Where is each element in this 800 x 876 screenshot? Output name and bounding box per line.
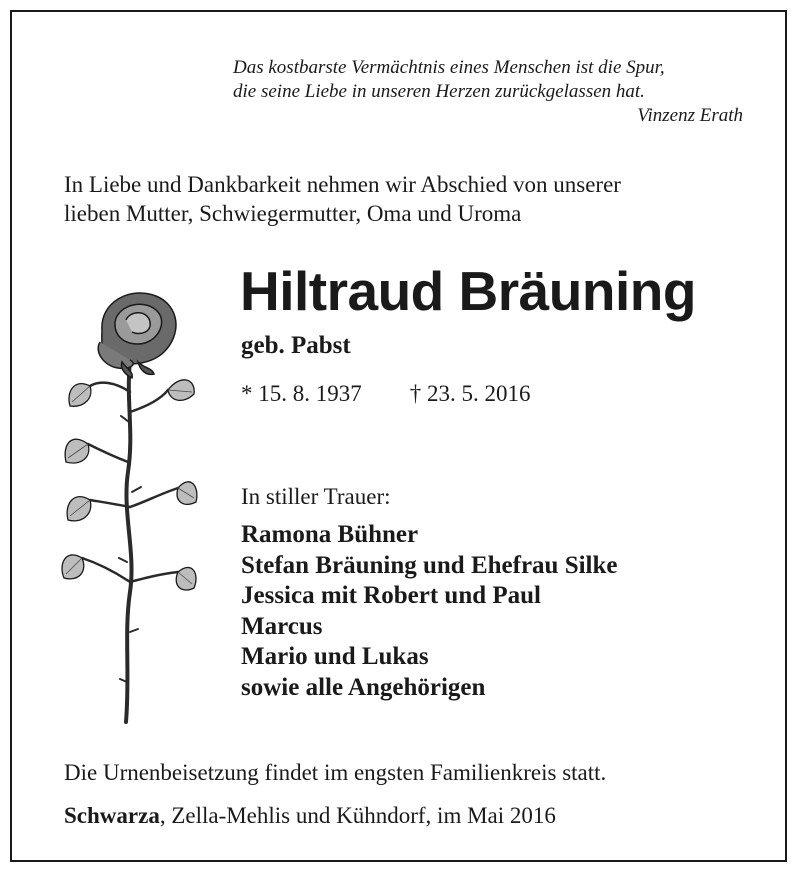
mourner-name: Marcus (241, 612, 323, 640)
place-rest: , Zella-Mehlis und Kühndorf, im Mai 2016 (159, 803, 556, 828)
birth-name: geb. Pabst (241, 332, 351, 359)
deceased-name: Hiltraud Bräuning (240, 260, 696, 322)
memorial-quote (183, 56, 743, 128)
quote-author: Vinzenz Erath (637, 105, 743, 126)
quote-line-2: die seine Liebe in unseren Herzen zurückgelassen hat. (233, 81, 645, 102)
intro-line-2: lieben Mutter, Schwiegermutter, Oma und Uroma (64, 201, 522, 226)
intro-text (64, 170, 764, 228)
rose-icon (60, 282, 200, 732)
obituary-frame (10, 10, 787, 862)
birth-date: * 15. 8. 1937 (241, 381, 362, 406)
place-town: Schwarza (64, 803, 160, 828)
death-date: † 23. 5. 2016 (409, 381, 531, 406)
mourner-name: Ramona Bühner (241, 521, 419, 548)
life-dates (241, 379, 531, 409)
burial-note: Die Urnenbeisetzung findet im engsten Familienkreis statt. (64, 760, 607, 785)
mourner-name: Jessica mit Robert und Paul (241, 582, 541, 609)
mourning-label: In stiller Trauer: (241, 484, 391, 509)
intro-line-1: In Liebe und Dankbarkeit nehmen wir Abschied von unserer (64, 172, 621, 197)
mourner-name: Stefan Bräuning und Ehefrau Silke (241, 551, 618, 579)
place-and-date (64, 801, 556, 831)
quote-line-1: Das kostbarste Vermächtnis eines Menschen ist die Spur, (233, 57, 665, 78)
mourner-name: sowie alle Angehörigen (241, 673, 486, 701)
mourner-name: Mario und Lukas (241, 643, 429, 670)
mourners-list (241, 520, 618, 703)
